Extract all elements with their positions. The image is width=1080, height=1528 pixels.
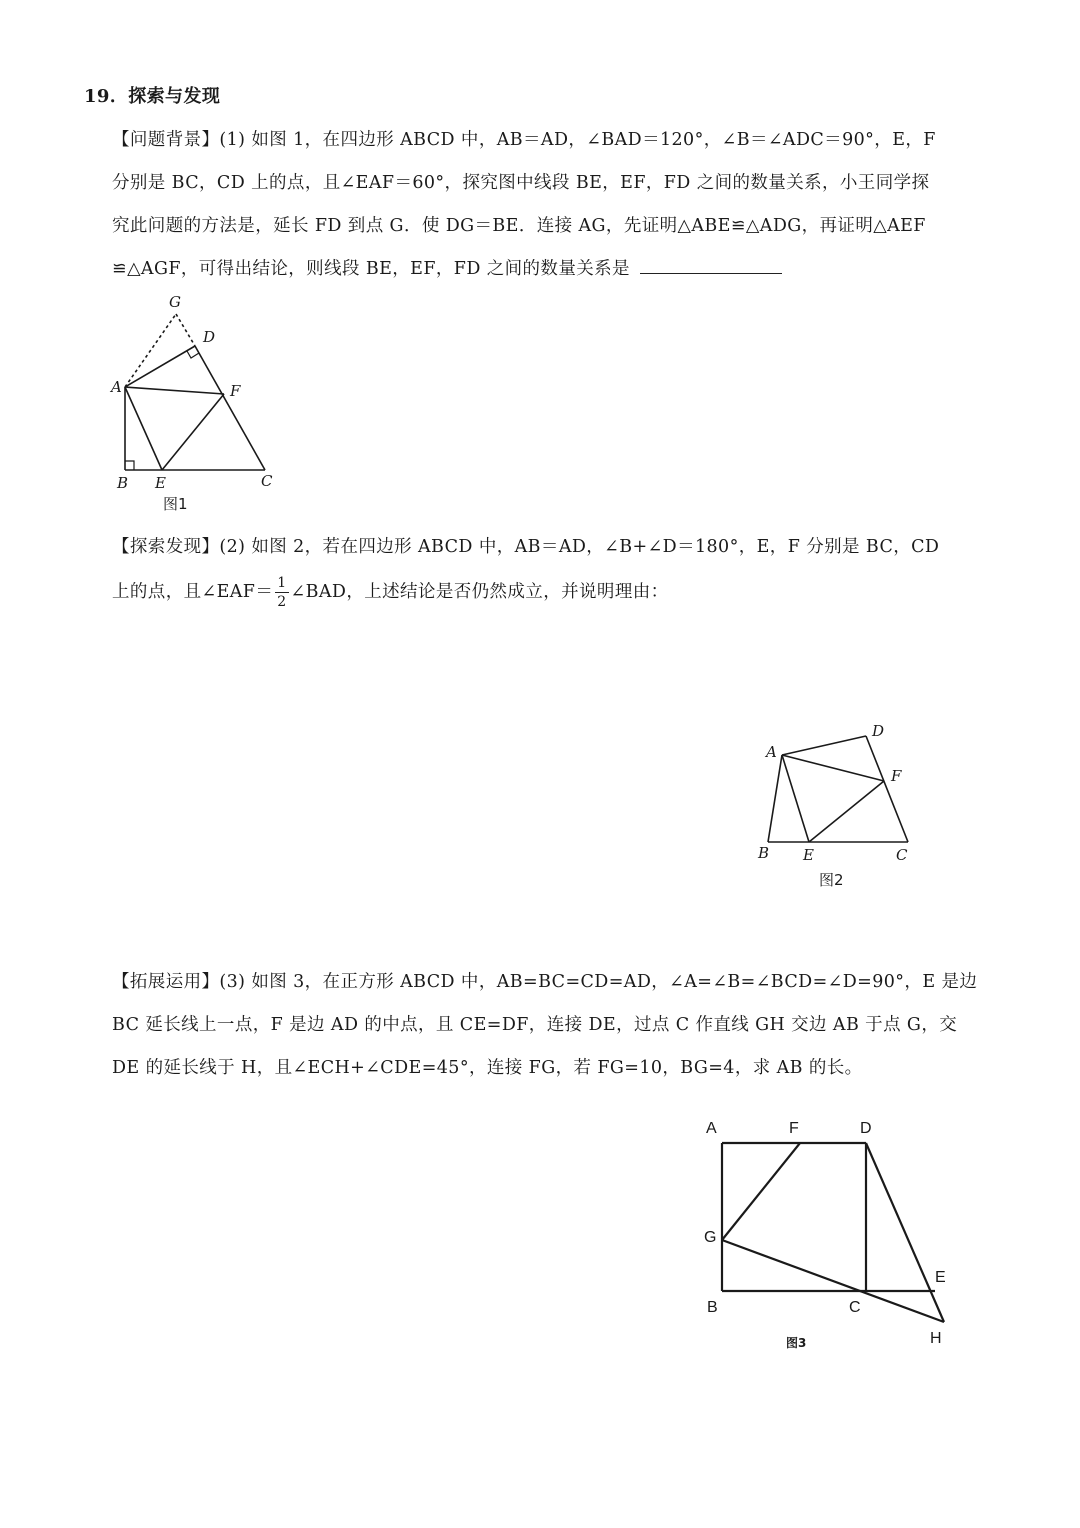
part2-line2-after: ∠BAD，上述结论是否仍然成立，并说明理由： <box>290 582 669 602</box>
fig3-label-d: D <box>860 1120 872 1137</box>
fig2-segment-ae <box>782 755 809 842</box>
fig3-segment-fg <box>722 1143 800 1240</box>
fig2-segment-dc <box>866 736 908 842</box>
fig1-right-angle-d <box>187 351 199 358</box>
fig3-label-c: C <box>849 1299 861 1316</box>
part3-line1: 【拓展运用】(3) 如图 3，在正方形 ABCD 中，AB=BC=CD=AD，∠A=∠B=∠BCD=∠D=90°，E 是边 <box>112 972 978 992</box>
fig2-label-b: B <box>758 844 770 862</box>
fig1-label-g: G <box>169 293 181 311</box>
fig1-label-a: A <box>111 378 122 396</box>
fig1-segment-gd-dashed <box>176 314 195 346</box>
fig3-segment-gh <box>722 1240 944 1322</box>
fig3-segment-dh <box>866 1143 944 1322</box>
fig2-label-e: E <box>803 846 814 864</box>
fig2-segment-ef <box>809 781 884 842</box>
fraction-numerator: 1 <box>277 575 287 591</box>
fig3-label-b: B <box>707 1299 718 1316</box>
part2-line2-before: 上的点，且∠EAF＝ <box>112 582 274 602</box>
part1-line4: ≌△AGF，可得出结论，则线段 BE，EF，FD 之间的数量关系是 <box>112 259 630 279</box>
fig2-label-a: A <box>766 743 777 761</box>
fig3-label-a: A <box>706 1120 717 1137</box>
fig2-label-f: F <box>891 767 902 785</box>
fig2-label-c: C <box>896 846 908 864</box>
fig1-label-d: D <box>203 328 216 346</box>
figure-2 <box>768 736 908 842</box>
part1-line2: 分别是 BC，CD 上的点，且∠EAF＝60°，探究图中线段 BE，EF，FD 之间的数量关系，小王同学探 <box>112 173 930 193</box>
fig1-segment-af <box>125 387 224 394</box>
fig3-label-e: E <box>935 1269 946 1286</box>
fraction-denominator: 2 <box>277 594 287 610</box>
fig3-caption: 图3 <box>786 1336 807 1350</box>
fig1-label-b: B <box>117 474 129 492</box>
fig1-label-e: E <box>155 474 166 492</box>
fig1-segment-ag-dashed <box>125 314 176 387</box>
fig2-segment-af <box>782 755 884 781</box>
figure-1 <box>125 314 265 470</box>
fig3-label-h: H <box>930 1330 942 1347</box>
fig1-segment-ad <box>125 346 195 387</box>
fig1-label-f: F <box>230 382 241 400</box>
fig3-label-f: F <box>789 1120 799 1137</box>
fig1-segment-ae <box>125 387 162 470</box>
part3-line3: DE 的延长线于 H，且∠ECH+∠CDE=45°，连接 FG，若 FG=10，BG=4，求 AB 的长。 <box>112 1058 863 1078</box>
fig2-caption: 图2 <box>819 871 844 889</box>
fig1-right-angle-b <box>125 461 134 470</box>
fig2-label-d: D <box>872 722 885 740</box>
fig3-label-g: G <box>704 1229 717 1246</box>
fig1-label-c: C <box>261 472 273 490</box>
fig2-segment-ab <box>768 755 782 842</box>
fig2-segment-ad <box>782 736 866 755</box>
figure-3 <box>722 1143 944 1322</box>
fig1-caption: 图1 <box>163 495 188 513</box>
fig1-segment-dc <box>195 346 265 470</box>
fig1-segment-ef <box>162 394 224 470</box>
part3-line2: BC 延长线上一点，F 是边 AD 的中点，且 CE=DF，连接 DE，过点 C 作直线 GH 交边 AB 于点 G，交 <box>112 1015 958 1035</box>
part1-line1: 【问题背景】(1) 如图 1，在四边形 ABCD 中，AB＝AD，∠BAD＝120°，∠B＝∠ADC＝90°，E，F <box>112 130 936 150</box>
part2-line1: 【探索发现】(2) 如图 2，若在四边形 ABCD 中，AB＝AD，∠B+∠D＝180°，E，F 分别是 BC，CD <box>112 537 940 557</box>
question-title: 19．探索与发现 <box>84 86 221 107</box>
part1-line3: 究此问题的方法是，延长 FD 到点 G．使 DG＝BE．连接 AG，先证明△ABE≌△ADG，再证明△AEF <box>112 216 926 236</box>
